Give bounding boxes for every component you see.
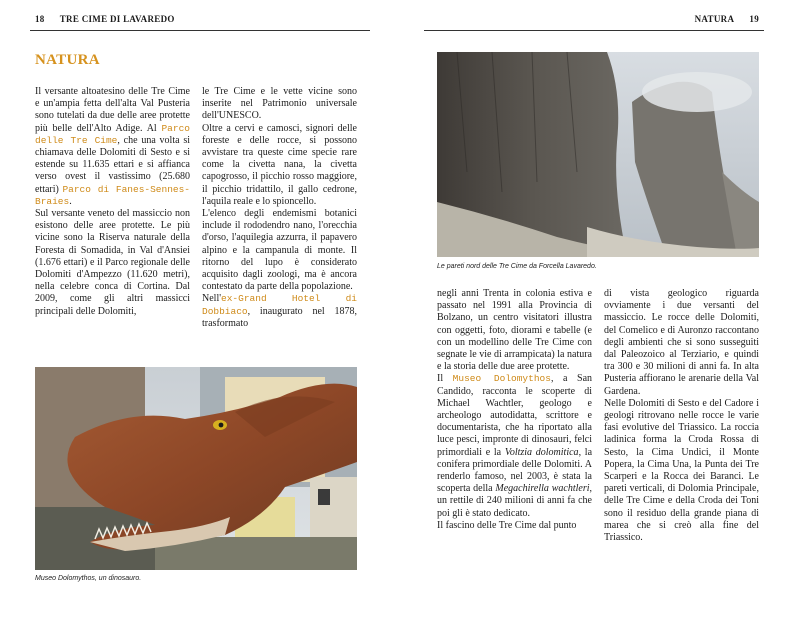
paragraph: Sul versante veneto del massiccio non esistono delle aree protette. Le più vicine sono la Riserva naturale della Foresta di Somadida, in Val d'Ansiei (1.676 ettari) e il Parco regionale delle Dolomiti d'Ampezzo (11.620 metri), nella celebre conca di Cortina. Dal 2009, come gli altri massicci principali delle Dolomiti, — [35, 208, 190, 317]
left-header-rule — [30, 30, 370, 31]
paragraph: Il fascino delle Tre Cime dal punto — [437, 519, 577, 531]
paragraph: Il Museo Dolomythos, a San Candido, racconta le scoperte di Michael Wachtler, geologo e archeologo autodidatta, scrittore e documentarista, che ha riportato alla luce pesci, impronte di dinosauri, felci primordiali e la Voltzia dolomitica, la conifera primordiale delle Dolomiti. A renderlo famoso, nel 2003, è stata la scoperta della Megachirella wachtleri, un rettile di 240 milioni di anni fa che poi gli è stato dedicato. — [437, 373, 593, 519]
paragraph: le Tre Cime e le vette vicine sono inserite nel Patrimonio universale dell'UNESCO. — [202, 86, 357, 122]
museo-dolomythos-link[interactable]: Museo Dolomythos — [452, 373, 551, 385]
right-running-header — [695, 14, 759, 24]
text-column-4 — [604, 288, 759, 544]
book-title: TRE CIME DI LAVAREDO — [59, 14, 175, 24]
dinosaur-photo — [35, 367, 357, 570]
section-label: NATURA — [694, 14, 735, 24]
grand-hotel-link[interactable]: ex-Grand Hotel di Dobbiaco — [202, 293, 357, 317]
right-header-rule — [424, 30, 764, 31]
parco-tre-cime-link[interactable]: Parco delle Tre Cime — [35, 122, 190, 146]
paragraph: di vista geologico riguarda ovviamente i due versanti del massiccio. Le rocce delle Dolomiti, del Comelico e di Auronzo raccontano degli ambienti che si sono susseguiti dal Paleozoico al Terziario, e quindi tra 300 e 30 milioni di anni fa. In alta Pusteria affiorano le arenarie della Val Gardena. — [604, 288, 759, 397]
left-running-header — [35, 14, 175, 24]
paragraph: L'elenco degli endemismi botanici include il rododendro nano, l'orecchia d'orso, l'aquilegia azzurra, il papavero alpino e la campanula di monte. Il ritorno del lupo è considerato acquisito dagli zoologi, ma è ancora contestato da parte della popolazione. — [202, 208, 357, 293]
text-column-1 — [35, 86, 190, 318]
parco-fanes-link[interactable]: Parco di Fanes-Sennes-Braies — [35, 183, 191, 207]
paragraph: Nelle Dolomiti di Sesto e del Cadore i geologi ritrovano nelle rocce le varie fasi evolutive del Triassico. La roccia ladinica forma la Croda Rossa di Sesto, la Cima Undici, il Monte Popera, la Cima Una, la Punta dei Tre Scarperi e la Rocca dei Baranci. Le pareti verticali, di Dolomia Principale, delle Tre Cime e della Croda dei Toni sono il residuo della grande piana di marea che si creò alla fine del Triassico. — [604, 397, 759, 544]
dinosaur-caption: Museo Dolomythos, un dinosauro. — [35, 575, 142, 582]
section-heading: NATURA — [35, 52, 100, 68]
paragraph: negli anni Trenta in colonia estiva e passato nel 1991 alla Provincia di Bolzano, un centro visitatori illustra con oggetti, foto, diorami e tabelle (e con un modellino delle Tre Cime con segnate le vie di arrampicata) la natura e la storia delle due aree protette. — [437, 288, 592, 373]
right-page-number: 19 — [749, 14, 759, 24]
mountain-caption: Le pareti nord delle Tre Cime da Forcella Lavaredo. — [437, 263, 597, 270]
text-column-3 — [437, 288, 592, 532]
paragraph: Il versante altoatesino delle Tre Cime e un'ampia fetta dell'alta Val Pusteria sono tutelati da due delle aree protette più belle dell'Alto Adige. Al Parco delle Tre Cime, che una volta si chiamava delle Dolomiti di Sesto e si estende su 11.635 ettari e si affianca verso ovest il vastissimo (25.680 ettari) Parco di Fanes-Sennes-Braies. — [35, 86, 191, 207]
text-column-2 — [202, 86, 357, 330]
left-page-number: 18 — [35, 14, 45, 24]
mountain-photo — [437, 52, 759, 257]
paragraph: Nell'ex-Grand Hotel di Dobbiaco, inaugurato nel 1878, trasformato — [202, 293, 357, 329]
paragraph: Oltre a cervi e camosci, signori delle foreste e delle rocce, si possono avvistare tra queste cime specie rare come la civetta nana, la civetta capogrosso, il picchio rosso maggiore, il picchio tridattilo, il gallo cedrone, l'aquila reale e lo spioncello. — [202, 122, 357, 207]
